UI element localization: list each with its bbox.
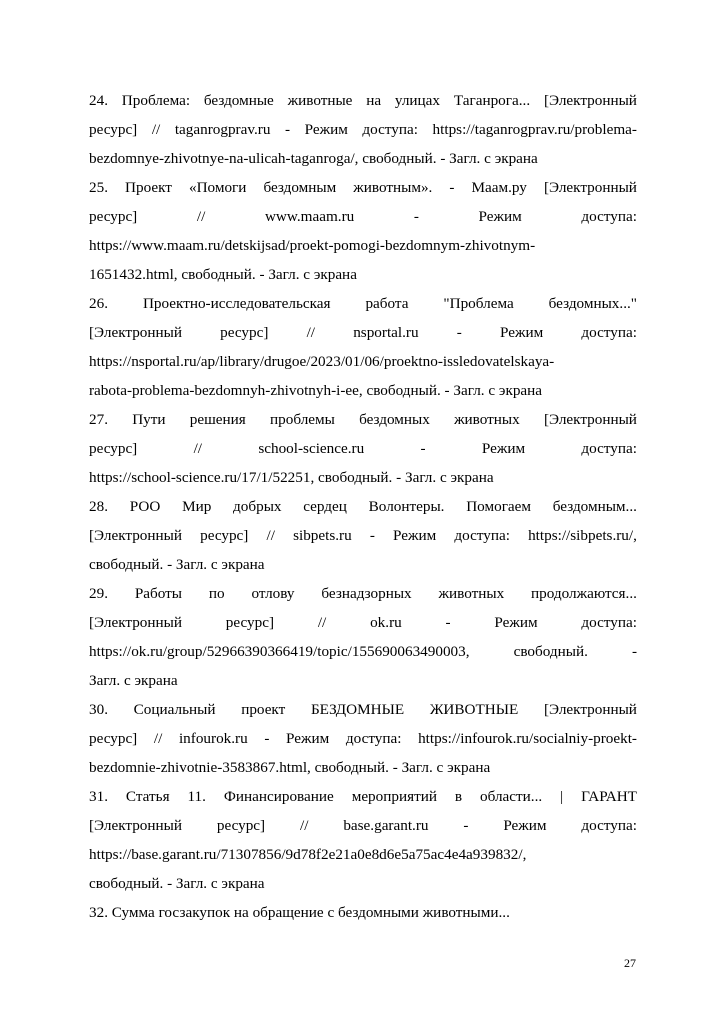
word: - — [284, 121, 291, 138]
reference-line — [89, 579, 637, 608]
word: доступа: — [362, 121, 418, 138]
word: [Электронный — [89, 527, 182, 544]
reference-entry — [89, 695, 637, 782]
reference-line — [89, 724, 637, 753]
word: доступа: — [581, 324, 637, 341]
word: БЕЗДОМНЫЕ — [310, 701, 405, 718]
word: [Электронный — [543, 701, 637, 718]
page-number: 27 — [624, 956, 636, 970]
reference-line: свободный. - Загл. с экрана — [89, 556, 265, 573]
word: https://sibpets.ru/, — [528, 527, 637, 544]
word: [Электронный — [543, 411, 637, 428]
word: доступа: — [581, 614, 637, 631]
word: Режим — [494, 614, 538, 631]
word: https://nsportal.ru/ap/library/drugoe/2023/01/06/proektno-issledovatelskaya- — [89, 353, 555, 370]
word: бездомные — [203, 92, 274, 109]
word: решения — [189, 411, 246, 428]
reference-line — [89, 231, 637, 260]
reference-line: bezdomnie-zhivotnie-3583867.html, свободный. - Загл. с экрана — [89, 759, 491, 776]
word: РОО — [129, 498, 161, 515]
word: Проект — [125, 179, 172, 196]
word: 31. — [89, 788, 108, 805]
word: - — [631, 643, 637, 660]
reference-line — [89, 840, 637, 869]
word: ресурс] — [220, 324, 269, 341]
word: безнадзорных — [321, 585, 412, 602]
reference-entry — [89, 579, 637, 695]
reference-line — [89, 492, 637, 521]
word: в — [454, 788, 463, 805]
word: ЖИВОТНЫЕ — [429, 701, 519, 718]
word: Режим — [304, 121, 348, 138]
word: // — [266, 527, 275, 544]
reference-entry — [89, 405, 637, 492]
reference-line — [89, 173, 637, 202]
word: ресурс] — [216, 817, 266, 834]
word: 29. — [89, 585, 108, 602]
word: // — [151, 121, 161, 138]
word: ресурс] — [89, 730, 138, 747]
word: Финансирование — [223, 788, 334, 805]
word: бездомным — [263, 179, 337, 196]
reference-entry — [89, 289, 637, 405]
word: [Электронный — [89, 614, 182, 631]
word: https://base.garant.ru/71307856/9d78f2e21a0e8d6e5a75ac4e4a939832/, — [89, 846, 527, 863]
word: base.garant.ru — [343, 817, 429, 834]
word: - — [264, 730, 270, 747]
reference-line — [89, 86, 637, 115]
word: Социальный — [133, 701, 216, 718]
reference-line — [89, 347, 637, 376]
word: доступа: — [581, 817, 637, 834]
word: «Помоги — [188, 179, 247, 196]
reference-line — [89, 782, 637, 811]
word: taganrogprav.ru — [174, 121, 271, 138]
word: по — [208, 585, 225, 602]
reference-entry — [89, 782, 637, 898]
word: Режим — [503, 817, 547, 834]
reference-line — [89, 202, 637, 231]
word: Таганрога... — [453, 92, 531, 109]
word: Мир — [182, 498, 212, 515]
reference-entry — [89, 86, 637, 173]
word: "Проблема — [443, 295, 514, 312]
reference-line: https://school-science.ru/17/1/52251, свободный. - Загл. с экрана — [89, 469, 494, 486]
reference-line — [89, 811, 637, 840]
word: животные — [287, 92, 353, 109]
word: Помогаем — [466, 498, 532, 515]
word: ресурс] — [225, 614, 275, 631]
word: Режим — [286, 730, 330, 747]
word: мероприятий — [351, 788, 437, 805]
word: 25. — [89, 179, 108, 196]
word: работа — [365, 295, 409, 312]
word: [Электронный — [89, 324, 182, 341]
word: - — [369, 527, 375, 544]
reference-line: bezdomnye-zhivotnye-na-ulicah-taganroga/, свободный. - Загл. с экрана — [89, 150, 538, 167]
reference-line — [89, 434, 637, 463]
word: [Электронный — [543, 92, 637, 109]
word: https://www.maam.ru/detskijsad/proekt-pomogi-bezdomnym-zhivotnym- — [89, 237, 536, 254]
word: sibpets.ru — [293, 527, 352, 544]
word: www.maam.ru — [264, 208, 355, 225]
word: проблемы — [270, 411, 335, 428]
word: infourok.ru — [178, 730, 248, 747]
word: Режим — [481, 440, 526, 457]
word: Маам.ру — [471, 179, 527, 196]
word: 24. — [89, 92, 108, 109]
word: https://taganrogprav.ru/problema- — [432, 121, 637, 138]
word: Работы — [134, 585, 182, 602]
reference-line — [89, 115, 637, 144]
references-list — [89, 86, 637, 927]
word: бездомных..." — [548, 295, 637, 312]
word: бездомных — [359, 411, 430, 428]
word: - — [445, 614, 451, 631]
reference-entry — [89, 492, 637, 579]
word: https://infourok.ru/socialniy-proekt- — [418, 730, 637, 747]
word: Волонтеры. — [368, 498, 445, 515]
reference-line — [89, 608, 637, 637]
word: 26. — [89, 295, 108, 312]
reference-line: свободный. - Загл. с экрана — [89, 875, 265, 892]
word: Режим — [393, 527, 437, 544]
reference-line — [89, 405, 637, 434]
word: доступа: — [345, 730, 402, 747]
word: // — [196, 208, 206, 225]
word: животных — [438, 585, 505, 602]
reference-line: rabota-problema-bezdomnyh-zhivotnyh-i-ee, свободный. - Загл. с экрана — [89, 382, 543, 399]
word: - — [413, 208, 419, 225]
reference-line — [89, 318, 637, 347]
word: 30. — [89, 701, 108, 718]
word: Проблема: — [121, 92, 191, 109]
word: [Электронный — [543, 179, 637, 196]
word: 11. — [187, 788, 206, 805]
word: Пути — [132, 411, 166, 428]
reference-line — [89, 289, 637, 318]
word: ресурс] — [89, 208, 138, 225]
word: 28. — [89, 498, 108, 515]
word: животных — [454, 411, 520, 428]
word: // — [153, 730, 163, 747]
word: // — [193, 440, 203, 457]
word: Статья — [125, 788, 170, 805]
reference-line — [89, 695, 637, 724]
word: 27. — [89, 411, 108, 428]
word: - — [420, 440, 426, 457]
word: // — [317, 614, 327, 631]
word: // — [306, 324, 316, 341]
word: ресурс] — [89, 121, 138, 138]
word: ресурс] — [89, 440, 138, 457]
word: | — [560, 788, 564, 805]
reference-entry — [89, 898, 637, 927]
reference-line — [89, 521, 637, 550]
word: свободный. — [513, 643, 588, 660]
word: Проектно-исследовательская — [142, 295, 331, 312]
word: на — [366, 92, 382, 109]
word: Режим — [500, 324, 544, 341]
word: доступа: — [454, 527, 510, 544]
word: Режим — [478, 208, 522, 225]
word: https://ok.ru/group/52966390366419/topic/155690063490003, — [89, 643, 470, 660]
word: проект — [241, 701, 286, 718]
word: улицах — [394, 92, 441, 109]
word: [Электронный — [89, 817, 182, 834]
word: - — [456, 324, 462, 341]
word: отлову — [251, 585, 295, 602]
word: // — [299, 817, 309, 834]
word: доступа: — [581, 208, 637, 225]
word: доступа: — [581, 440, 637, 457]
word: nsportal.ru — [353, 324, 419, 341]
word: ресурс] — [200, 527, 249, 544]
reference-line — [89, 637, 637, 666]
reference-entry — [89, 173, 637, 289]
word: добрых — [233, 498, 282, 515]
word: области... — [480, 788, 543, 805]
reference-line: Загл. с экрана — [89, 672, 178, 689]
word: - — [449, 179, 455, 196]
word: продолжаются... — [531, 585, 637, 602]
reference-line: 1651432.html, свободный. - Загл. с экрана — [89, 266, 357, 283]
word: животным». — [353, 179, 433, 196]
word: ok.ru — [370, 614, 402, 631]
word: ГАРАНТ — [581, 788, 637, 805]
word: - — [463, 817, 469, 834]
word: сердец — [303, 498, 347, 515]
word: school-science.ru — [258, 440, 365, 457]
reference-line: 32. Сумма госзакупок на обращение с бездомными животными... — [89, 904, 510, 921]
word: бездомным... — [552, 498, 637, 515]
